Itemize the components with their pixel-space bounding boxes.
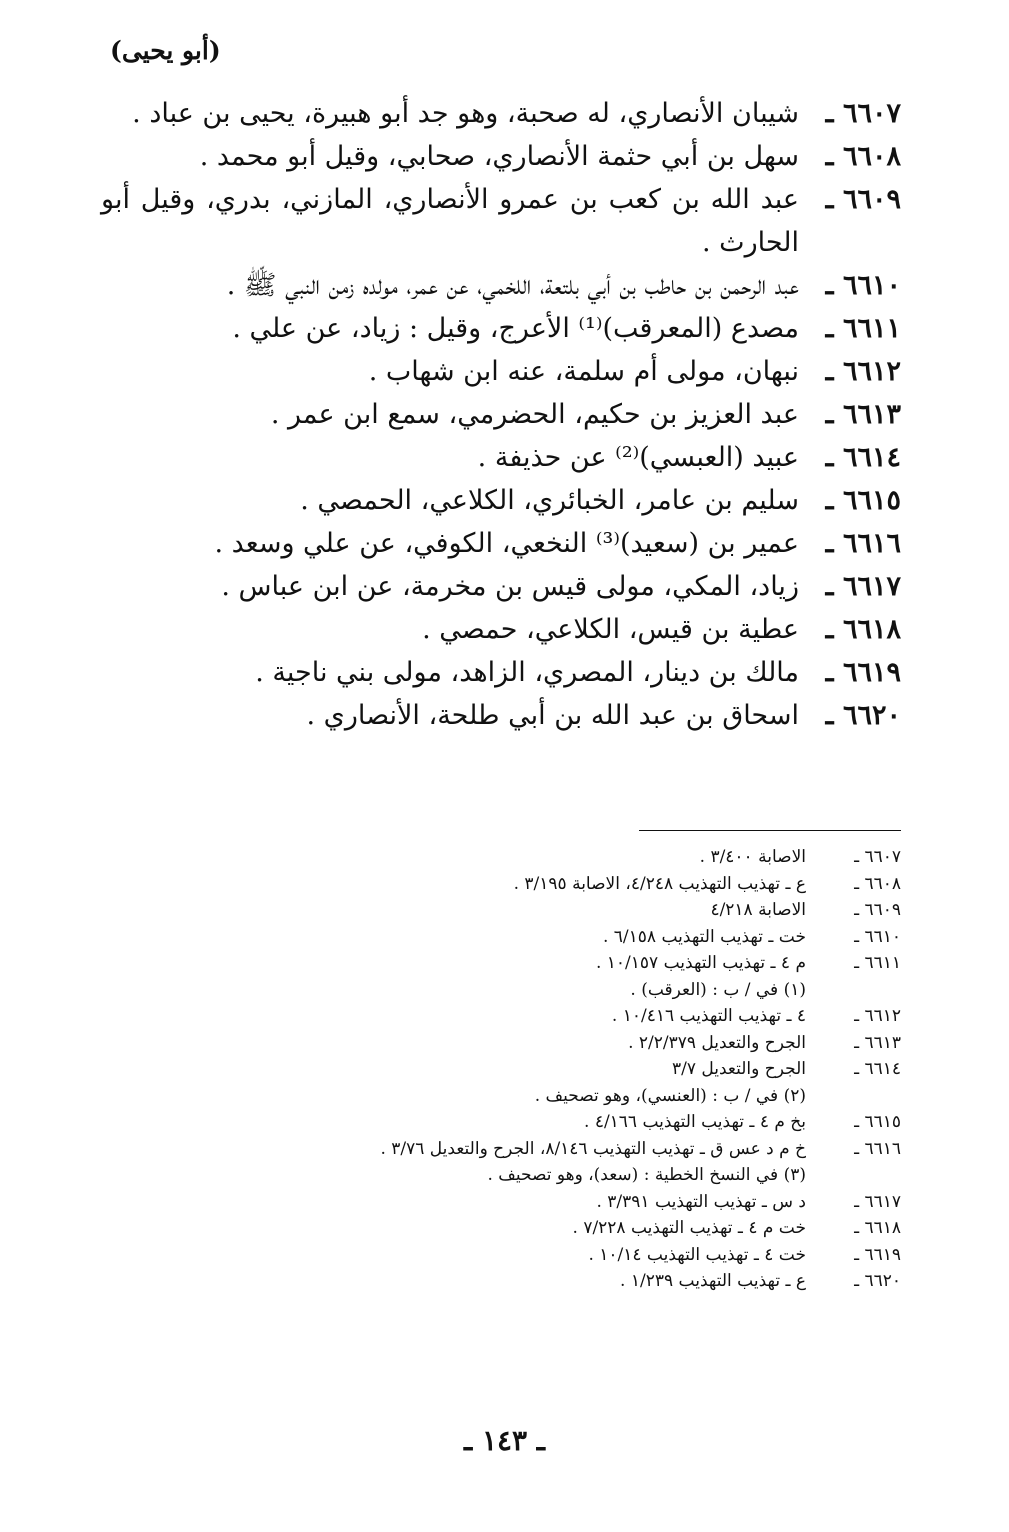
footnote-text: الجرح والتعديل ٢/٢/٣٧٩ .: [628, 1032, 806, 1053]
footnote-item: [281, 1242, 901, 1269]
footnote-text: خت م ٤ ـ تهذيب التهذيب ٧/٢٢٨ .: [572, 1218, 806, 1238]
entry-number: ٦٦١٦ ـ: [825, 528, 901, 559]
entry-item: [101, 307, 901, 350]
footnote-text: (٢) في / ب : (العنسي)، وهو تصحيف .: [534, 1085, 806, 1106]
footnote-item: [281, 1268, 901, 1295]
entry-text: مالك بن دينار، المصري، الزاهد، مولى بني ناجية .: [255, 657, 799, 688]
footnote-number: ٦٦١٠ ـ: [854, 926, 901, 947]
footnote-number: ٦٦١٤ ـ: [854, 1059, 901, 1079]
entry-list: [101, 92, 901, 737]
entry-item: [101, 608, 901, 651]
footnote-text: ٤ ـ تهذيب التهذيب ١٠/٤١٦ .: [611, 1006, 806, 1026]
footnote-item: [281, 977, 901, 1004]
entry-text: عطية بن قيس، الكلاعي، حمصي .: [422, 614, 799, 645]
entry-text: عبد الله بن كعب بن عمرو الأنصاري، المازني، بدري، وقيل أبو الحارث .: [101, 184, 799, 258]
entry-item: [101, 522, 901, 565]
entry-text: سليم بن عامر، الخبائري، الكلاعي، الحمصي .: [300, 485, 799, 516]
footnote-item: [281, 1215, 901, 1242]
entry-text: نبهان، مولى أم سلمة، عنه ابن شهاب .: [368, 356, 799, 387]
entry-number: ٦٦١٠ ـ: [825, 270, 901, 301]
footnote-item: [281, 871, 901, 898]
footnote-text: خ م د عس ق ـ تهذيب التهذيب ٨/١٤٦، الجرح والتعديل ٣/٧٦ .: [380, 1138, 806, 1159]
footnote-separator: [639, 830, 901, 831]
entry-number: ٦٦١١ ـ: [825, 313, 901, 344]
footnote-item: [281, 924, 901, 951]
footnote-text: الاصابة ٣/٤٠٠ .: [699, 847, 806, 867]
footnote-text: بخ م ٤ ـ تهذيب التهذيب ٤/١٦٦ .: [584, 1112, 806, 1132]
entry-text: عبيد (العبسي)⁽²⁾ عن حذيفة .: [477, 442, 799, 473]
entry-number: ٦٦١٥ ـ: [825, 485, 901, 516]
footnote-number: ٦٦١٩ ـ: [854, 1244, 901, 1265]
footnote-item: [281, 1083, 901, 1110]
footnote-item: [281, 897, 901, 924]
entry-number: ٦٦٠٧ ـ: [825, 98, 901, 129]
footnote-text: الاصابة ٤/٢١٨: [710, 900, 806, 920]
footnote-number: [806, 1162, 901, 1189]
footnote-text: ع ـ تهذيب التهذيب ٤/٢٤٨، الاصابة ٣/١٩٥ .: [513, 873, 806, 894]
footnote-item: [281, 1162, 901, 1189]
footnote-text: (٣) في النسخ الخطية : (سعد)، وهو تصحيف .: [487, 1165, 806, 1185]
footnote-item: [281, 1003, 901, 1030]
page-number: ـ ١٤٣ ـ: [463, 1424, 546, 1457]
entry-item: [101, 565, 901, 608]
footnote-text: خت ـ تهذيب التهذيب ٦/١٥٨ .: [602, 926, 806, 947]
footnote-item: [281, 1030, 901, 1057]
footnote-text: م ٤ ـ تهذيب التهذيب ١٠/١٥٧ .: [595, 953, 806, 973]
footnote-item: [281, 1109, 901, 1136]
footnote-number: ٦٦٠٨ ـ: [854, 873, 901, 894]
footnote-number: ٦٦١٣ ـ: [854, 1032, 901, 1053]
footnote-number: ٦٦١٦ ـ: [854, 1138, 901, 1159]
footnote-number: ٦٦٠٧ ـ: [854, 847, 901, 867]
entry-text: عبد العزيز بن حكيم، الحضرمي، سمع ابن عمر .: [270, 399, 799, 430]
footnote-number: ٦٦١٨ ـ: [854, 1218, 901, 1238]
footnote-item: [281, 950, 901, 977]
entry-text: مصدع (المعرقب)⁽¹⁾ الأعرج، وقيل : زياد، عن علي .: [232, 313, 799, 344]
entry-item: [101, 694, 901, 737]
entry-text: عبد الرحمن بن حاطب بن أبي بلتعة، اللخمي، عن عمر، مولده زمن النبي ﷺ .: [226, 270, 799, 301]
entry-number: ٦٦١٩ ـ: [825, 657, 901, 688]
running-title: (أبو يحيى): [110, 36, 221, 65]
footnote-text: خت ٤ ـ تهذيب التهذيب ١٠/١٤ .: [588, 1244, 806, 1265]
entry-item: [101, 479, 901, 522]
entry-number: ٦٦١٣ ـ: [825, 399, 901, 430]
entry-item: [101, 651, 901, 694]
footnote-number: ٦٦١٥ ـ: [854, 1112, 901, 1132]
entry-item: [101, 135, 901, 178]
footnote-list: [281, 844, 901, 1295]
footnote-item: [281, 1136, 901, 1163]
entry-text: اسحاق بن عبد الله بن أبي طلحة، الأنصاري .: [306, 700, 799, 731]
entry-text: شيبان الأنصاري، له صحبة، وهو جد أبو هبيرة، يحيى بن عباد .: [132, 98, 799, 129]
footnote-number: ٦٦٠٩ ـ: [854, 900, 901, 920]
footnote-number: [806, 1083, 901, 1110]
footnote-text: الجرح والتعديل ٣/٧: [671, 1059, 806, 1079]
entry-item: [101, 350, 901, 393]
entry-number: ٦٦١٧ ـ: [825, 571, 901, 602]
footnote-number: ٦٦١١ ـ: [854, 953, 901, 973]
entry-number: ٦٦١٤ ـ: [825, 442, 901, 473]
entry-text: عمير بن (سعيد)⁽³⁾ النخعي، الكوفي، عن علي وسعد .: [214, 528, 799, 559]
entry-item: [101, 436, 901, 479]
entry-number: ٦٦٠٨ ـ: [825, 141, 901, 172]
entry-item: [101, 264, 901, 307]
footnote-item: [281, 1056, 901, 1083]
entry-item: [101, 92, 901, 135]
entry-item: [101, 178, 901, 264]
entry-item: [101, 393, 901, 436]
entry-number: ٦٦١٢ ـ: [825, 356, 901, 387]
footnote-number: ٦٦٢٠ ـ: [854, 1271, 901, 1291]
entry-text: زياد، المكي، مولى قيس بن مخرمة، عن ابن عباس .: [221, 571, 799, 602]
footnote-number: [806, 977, 901, 1004]
entry-text: سهل بن أبي حثمة الأنصاري، صحابي، وقيل أبو محمد .: [199, 141, 799, 172]
footnote-item: [281, 844, 901, 871]
footnote-item: [281, 1189, 901, 1216]
footnote-text: د س ـ تهذيب التهذيب ٣/٣٩١ .: [596, 1191, 806, 1212]
footnote-text: ع ـ تهذيب التهذيب ١/٢٣٩ .: [620, 1271, 806, 1291]
footnote-number: ٦٦١٧ ـ: [854, 1191, 901, 1212]
footnote-number: ٦٦١٢ ـ: [854, 1006, 901, 1026]
footnote-text: (١) في / ب : (العرقب) .: [630, 979, 806, 1000]
entry-number: ٦٦١٨ ـ: [825, 614, 901, 645]
entry-number: ٦٦٠٩ ـ: [825, 184, 901, 215]
entry-number: ٦٦٢٠ ـ: [825, 700, 901, 731]
